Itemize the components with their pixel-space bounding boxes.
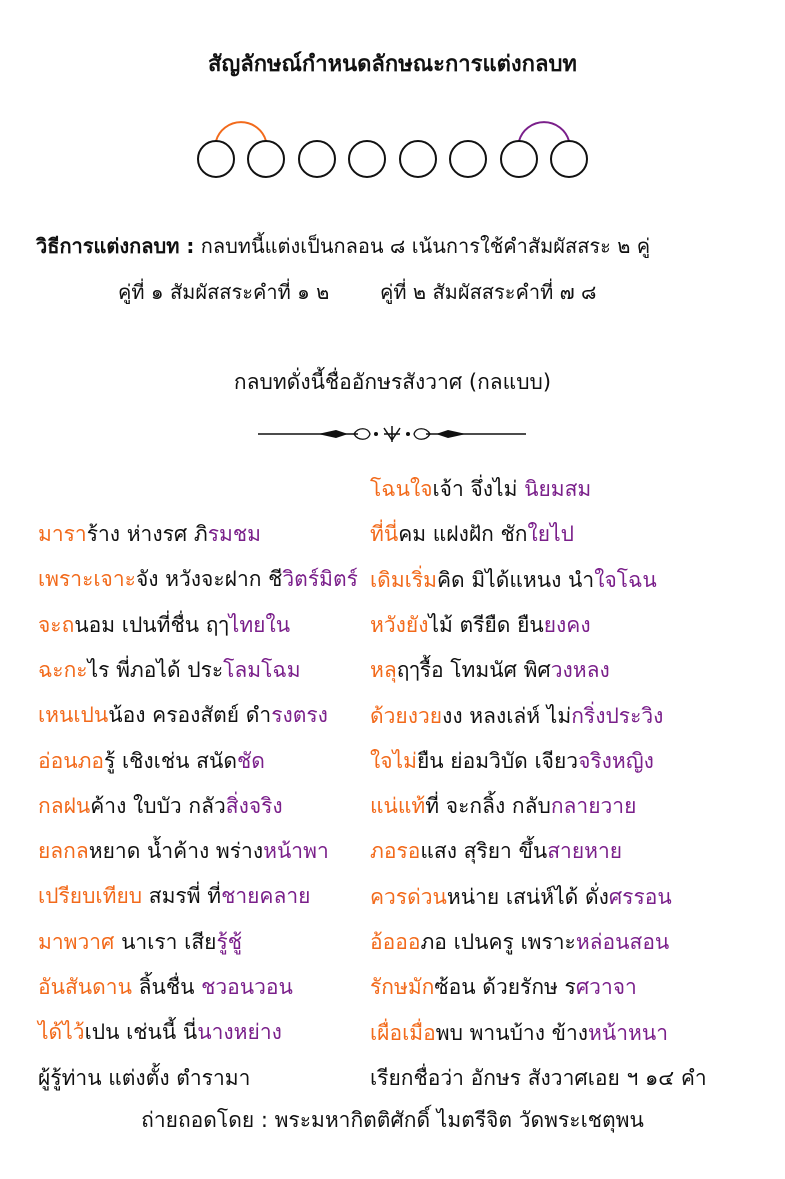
rhyme-word-last: ชายคลาย — [221, 884, 311, 909]
poem-line — [370, 566, 657, 594]
rhyme-word-first: ฉะกะ — [38, 657, 88, 682]
poem-text: เรียกชื่อว่า อักษร สังวาศเอย ฯ ๑๔ คำ — [370, 1065, 707, 1090]
poem-line — [370, 792, 636, 820]
rhyme-word-first: อันสันดาน — [38, 975, 132, 999]
rhyme-pair-2: คู่ที่ ๒ สัมผัสสระคำที่ ๗ ๘ — [380, 280, 597, 304]
poem-text: พบ พานบ้าง ข้าง — [435, 1020, 589, 1045]
rhyme-word-first: เหนเปน — [38, 703, 109, 728]
syllable-circle — [501, 141, 537, 177]
syllable-circle — [450, 141, 486, 177]
rhyme-word-last: วิตร์มิตร์ — [282, 567, 358, 592]
rhyme-word-first: กลฝน — [38, 793, 91, 818]
ornament-divider — [258, 424, 526, 444]
poem-text: ไร พี่ภอได้ ประ — [87, 657, 224, 682]
rhyme-word-first: แน่แท้ — [370, 794, 426, 819]
poem-text: สมรพี่ ที่ — [142, 884, 222, 909]
poem-text: งง หลงเล่ห์ ไม่ — [442, 703, 572, 728]
poem-text: แสง สุริยา ขึ้น — [420, 839, 548, 864]
rhyme-word-first: อ่อนภอ — [38, 748, 105, 773]
rhyme-word-first: มาพวาศ — [38, 929, 115, 954]
rhyme-word-last: วงหลง — [550, 658, 610, 683]
poem-text: ลิ้นชื่น — [131, 975, 202, 999]
poem-line — [38, 701, 328, 729]
rhyme-word-first: ใจไม่ — [370, 748, 417, 773]
rhyme-word-last: หน้าหนา — [588, 1020, 669, 1045]
poem-line — [38, 520, 261, 548]
poem-line — [38, 792, 283, 820]
syllable-circle — [400, 141, 436, 177]
credit-line: ถ่ายถอดโดย : พระมหากิตติศักดิ์ ไมตรีจิต วัดพระเชตุพน — [141, 1108, 644, 1132]
poem-line — [370, 928, 669, 956]
syllable-circle — [198, 141, 234, 177]
poem-line — [370, 837, 622, 865]
rhyme-word-first: ควรด่วน — [370, 884, 447, 909]
poem-text: ผู้รู้ท่าน แต่งตั้ง ตำรามา — [38, 1065, 251, 1090]
poem-subtitle: กลบทดั่งนี้ชื่ออักษรสังวาศ (กลแบบ) — [233, 370, 552, 394]
rhyme-word-last: ชวอนวอน — [201, 975, 293, 999]
poem-text: ไม้ ตรียืด ยืน — [428, 612, 544, 637]
rhyme-word-last: กลายวาย — [550, 794, 637, 819]
rhyme-word-last: ศวาจา — [575, 975, 637, 1000]
rule-label: วิธีการแต่งกลบท : — [36, 234, 195, 258]
poem-line — [38, 611, 290, 639]
syllable-circle — [349, 141, 385, 177]
rhyme-word-first: เดิมเริ่ม — [370, 567, 437, 592]
rhyme-word-first: ภอรอ — [370, 839, 421, 864]
rhyme-word-last: ศรรอน — [608, 884, 672, 909]
poem-text: หน่าย เสน่ห์ได้ ดั่ง — [446, 884, 609, 909]
syllable-circle — [299, 141, 335, 177]
poem-line — [38, 882, 310, 910]
poem-text: ค้าง ใบบัว กลัว — [90, 793, 226, 818]
rhyme-word-first: ด้วยงวย — [370, 703, 443, 728]
poem-line — [38, 1064, 250, 1092]
poem-text: จัง หวังจะฝาก ชี — [135, 567, 283, 592]
poem-text: ยืน ย่อมวิบัด เจียว — [416, 748, 579, 773]
rhyme-word-first: ยลกล — [38, 839, 89, 864]
rhyme-word-last: ใจโฉน — [594, 567, 657, 592]
poem-text: รู้ เชิงเช่น สนัด — [104, 748, 237, 773]
poem-text: นาเรา เสีย — [114, 929, 217, 954]
rhyme-word-last: ใยไป — [527, 522, 574, 547]
poem-text: คิด มิได้แหนง นำ — [436, 567, 595, 592]
rhyme-word-first: เปรียบเทียบ — [38, 884, 143, 909]
poem-text: หยาด น้ำค้าง พร่าง — [88, 839, 264, 864]
composition-rule — [0, 230, 785, 262]
rhyme-word-last: ไทยใน — [228, 612, 291, 637]
rhyme-word-first: เผื่อเมื่อ — [370, 1020, 436, 1045]
poem-line — [38, 973, 293, 1001]
rhyme-word-first: ที่นี่ — [370, 522, 399, 547]
poem-line — [370, 747, 654, 775]
rhyme-word-last: นิยมสม — [524, 477, 592, 501]
syllable-circle — [551, 141, 587, 177]
poem-line — [370, 611, 591, 639]
poem-text: ร้าง ห่างรศ ภิ — [86, 522, 208, 546]
poem-line — [370, 475, 591, 503]
poem-text: นอม เปนที่ชื่น ฤๅ — [74, 612, 229, 637]
poem-text: ภอ เปนครู เพราะ — [420, 930, 576, 954]
rhyme-word-last: รงตรง — [271, 703, 328, 728]
poem-text: คม แฝงฝัก ชัก — [398, 522, 528, 547]
poem-line — [38, 928, 242, 956]
rhyme-word-first: จะถ — [38, 612, 75, 637]
poem-line — [370, 1019, 668, 1047]
poem-line — [38, 656, 301, 684]
rhyme-pair-1: คู่ที่ ๑ สัมผัสสระคำที่ ๑ ๒ — [118, 280, 330, 304]
rhyme-word-first: เพราะเจาะ — [38, 567, 136, 592]
poem-line — [38, 747, 265, 775]
rhyme-word-last: กริ่งประวิง — [571, 703, 664, 728]
rhyme-word-first: โฉนใจ — [370, 477, 433, 501]
poem-text: เจ้า จึ่งไม่ — [432, 477, 525, 501]
rule-text: กลบทนี้แต่งเป็นกลอน ๘ เน้นการใช้คำสัมผัสสระ ๒ คู่ — [194, 234, 651, 258]
poem-text: เปน เช่นนี้ นี่ — [84, 1020, 198, 1045]
rhyme-word-last: โลมโฉม — [223, 657, 301, 682]
rhyme-word-last: หล่อนสอน — [575, 930, 670, 954]
poem-text: ซ้อน ด้วยรักษ ร — [434, 975, 576, 1000]
poem-line — [370, 702, 663, 730]
rhyme-arc-pair-2 — [519, 122, 569, 141]
page-title: สัญลักษณ์กำหนดลักษณะการแต่งกลบท — [208, 52, 577, 77]
rhyme-word-last: จริงหญิง — [578, 748, 654, 773]
poem-text: น้อง ครองสัตย์ ดำ — [108, 703, 272, 728]
poem-line — [38, 1018, 282, 1046]
rhyme-word-first: อ้อออ — [370, 930, 421, 954]
rhyme-word-last: รู้ชู้ — [216, 929, 242, 954]
poem-text: ที่ จะกลิ้ง กลับ — [425, 794, 551, 819]
rhyme-word-last: สิ่งจริง — [225, 793, 283, 818]
poem-line — [370, 883, 672, 911]
rhyme-word-first: ได้ไว้ — [38, 1020, 85, 1045]
rhyme-word-first: มารา — [38, 522, 87, 546]
rhyme-word-last: สายหาย — [547, 839, 623, 864]
poem-line — [370, 973, 637, 1001]
poem-line — [38, 837, 329, 865]
poem-line — [370, 656, 610, 684]
poem-text: ฤๅรื้อ โทมนัศ พิศ — [396, 658, 551, 683]
poem-line — [38, 565, 358, 593]
rhyme-word-first: รักษมัก — [370, 975, 435, 1000]
rhyme-word-last: หน้าพา — [263, 839, 329, 864]
rhyme-scheme-diagram — [190, 108, 595, 180]
rhyme-word-last: นางหย่าง — [197, 1020, 282, 1045]
rhyme-word-first: หวังยัง — [370, 612, 429, 637]
rhyme-word-first: หลุ — [370, 658, 397, 683]
poem-line — [370, 520, 574, 548]
rhyme-arc-pair-1 — [216, 122, 266, 141]
poem-line — [370, 1064, 707, 1092]
rhyme-word-last: ยงคง — [543, 612, 591, 637]
rhyme-word-last: รมชม — [207, 522, 261, 546]
syllable-circle — [248, 141, 284, 177]
rhyme-word-last: ชัด — [236, 748, 265, 773]
